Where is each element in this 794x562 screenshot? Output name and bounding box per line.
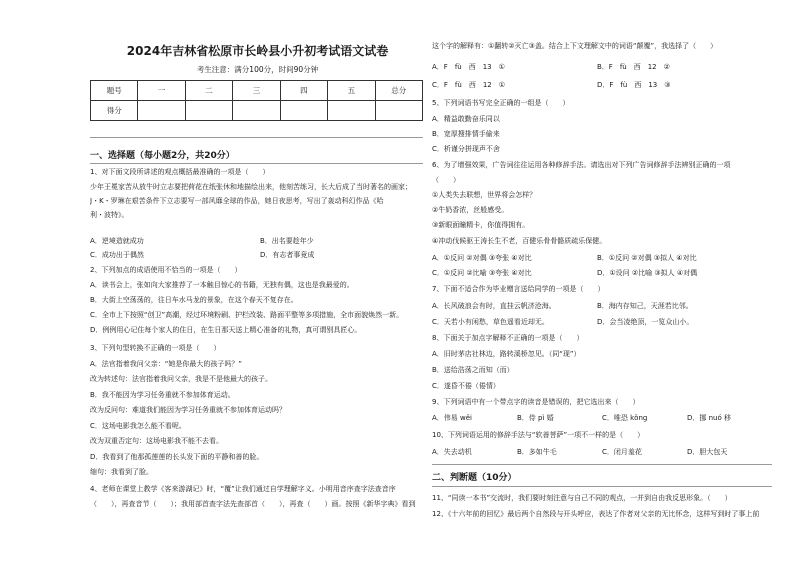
score-table	[90, 80, 423, 121]
score-table-score-row	[91, 101, 423, 121]
section-heading: 二、判断题（10分）	[432, 473, 517, 483]
question-stem: 12、《十六年前的回忆》最后两个自然段与开头呼应，表达了作者对父亲的无比怀念，这样写到时了事上前	[432, 510, 760, 518]
question-stem: 2、下列加点的成语使用不恰当的一项是（ ）	[90, 266, 242, 274]
question-stem: 4、老师在课堂上教学《客来游湖记》时，“覆”让我们通过自学理解字义。小明用音序查字法查音序	[90, 485, 396, 493]
option-detail: 改为转述句：法官指着我问父亲，我是不是他最大的孩子。	[90, 375, 272, 383]
question-item: ③新眼面瞳精卡，你值得拥有。	[432, 221, 530, 229]
answer-option[interactable]: D．会当凌绝顶，一览众山小。	[597, 318, 694, 326]
answer-option[interactable]: D．①设问 ②比喻 ③拟人 ④对偶	[597, 269, 698, 277]
score-table-header-row	[91, 81, 423, 101]
answer-option[interactable]: D．挪 nuó 移	[687, 414, 731, 422]
question-stem: 5、下列词语书写完全正确的一组是（ ）	[432, 99, 570, 107]
score-cell: 题号	[91, 81, 138, 101]
question-stem: 3、下列句型转换不正确的一项是（ ）	[90, 344, 221, 352]
score-cell: 一	[138, 81, 185, 101]
question-item: ②牛奶香浓，丝般感受。	[432, 206, 509, 214]
answer-option[interactable]: D．例例用心记住每个家人的住日，在生日那天送上精心准备的礼物，真可谓别具匠心。	[90, 326, 362, 334]
answer-option[interactable]: C．析谨分拼现声不舍	[432, 145, 500, 153]
answer-option[interactable]: C．唯恐 kǒng	[602, 414, 648, 422]
answer-option[interactable]: D．我看到了他那孤莲莲的长头发下面的平静和善的脸。	[90, 453, 264, 461]
question-stem: （ ），再查音节（ ）；我用部首查字法先查部首（ ），再查（ ）画。按照《新华字典》看到	[90, 500, 416, 508]
question-stem: 10、下列词语运用的修辞手法与“软善菩萨”一项不一样的是（ ）	[432, 431, 645, 439]
answer-option[interactable]: C．①反问 ②比喻 ③夸张 ④对比	[432, 269, 532, 277]
score-input-cell[interactable]	[138, 101, 185, 121]
question-passage: 少年王冕家苦从放牛时立志要把荷花在纸张休和地描绘出来，他刻苦练习，长大后成了当时著名的画家；	[90, 183, 412, 191]
answer-option[interactable]: D．有志者事竟成	[260, 251, 315, 259]
option-detail: 缩句：我看到了脸。	[90, 468, 153, 476]
page-title: 2024年吉林省松原市长岭县小升初考试语文试卷	[126, 44, 389, 58]
answer-option[interactable]: A．法官指着我问父亲：“她是你最大的孩子吗？”	[90, 360, 243, 368]
section-heading: 一、选择题（每小题2分，共20分）	[90, 151, 235, 161]
answer-option[interactable]: C．这场电影我怎么能不看呢。	[90, 422, 186, 430]
answer-option[interactable]: C．遂昏不倦（倦情）	[432, 382, 500, 390]
answer-option[interactable]: C．全市上下按照“创卫”高潮，经过环境粉刷、护栏改装、路面平整等多项措施，全市面貌焕然一新。	[90, 311, 404, 319]
answer-option[interactable]: A．旧时茅店社林边，路转溪桥忽见。（同“现”）	[432, 350, 581, 358]
answer-option[interactable]: A．伟易 wěi	[432, 414, 472, 422]
answer-option[interactable]: A．读书会上，张如向大家推荐了一本触目惊心的书籍，无独有偶，这也是我最爱的。	[90, 281, 354, 289]
answer-option[interactable]: B．宽厚搜排情手偷来	[432, 130, 500, 138]
question-stem: 7、下面不适合作为毕业赠言送给同学的一项是（ ）	[432, 285, 605, 293]
question-passage: 利・波特》。	[90, 211, 129, 219]
answer-option[interactable]: C．天若小有闲愁，草色遥看近却无。	[432, 318, 549, 326]
answer-option[interactable]: A．F fù 西 13 ①	[432, 63, 505, 71]
score-input-cell[interactable]	[328, 101, 375, 121]
question-stem: 8、下面关于加点字解释不正确的一项是（ ）	[432, 334, 584, 342]
section-divider	[432, 486, 772, 487]
exam-notice: 考生注意：满分100分，时间90分钟	[196, 65, 319, 74]
answer-option[interactable]: A．长风破浪会有时，直挂云帆济沧海。	[432, 302, 556, 310]
question-stem: 1、对下面文段所讲述的观点概括最准确的一项是（ ）	[90, 168, 270, 176]
score-cell: 得分	[91, 101, 138, 121]
score-cell: 三	[233, 81, 280, 101]
question-item: ④冲动伐候驱王涛长生不老，百健乐骨骨骼质疏乐保健。	[432, 237, 607, 245]
answer-option[interactable]: B．大街上空荡荡的，往日车水马龙的景象，在这个春天不复存在。	[90, 296, 298, 304]
section-divider	[90, 137, 423, 138]
answer-option[interactable]: D．胆大包天	[687, 448, 728, 456]
score-cell: 总分	[375, 81, 422, 101]
answer-option[interactable]: B．海内存知己，天涯若比邻。	[597, 302, 693, 310]
answer-option[interactable]: C．F fù 西 12 ①	[432, 81, 505, 89]
answer-option[interactable]: A．精益敢勤奋乐同以	[432, 115, 500, 123]
score-input-cell[interactable]	[233, 101, 280, 121]
option-detail: 改为反问句：难道我们能因为学习任务重就不参加体育运动吗？	[90, 406, 286, 414]
answer-option[interactable]: B．①反问 ②对偶 ③拟人 ④对比	[597, 254, 697, 262]
question-stem: 6、为了增强效果，广告词往往运用各种修辞手法。请选出对下列广告词修辞手法辨别正确的一项	[432, 161, 731, 169]
answer-option[interactable]: B．出名要趁年少	[260, 237, 314, 245]
answer-option[interactable]: B．我不能因为学习任务重就不参加体育运动。	[90, 391, 235, 399]
score-cell: 四	[280, 81, 327, 101]
answer-option[interactable]: B．侍 pì 婚	[517, 414, 554, 422]
score-cell: 五	[328, 81, 375, 101]
option-detail: 改为双重否定句：这场电影我不能不去看。	[90, 437, 223, 445]
section-divider	[432, 464, 772, 465]
answer-option[interactable]: B．多如牛毛	[517, 448, 557, 456]
answer-option[interactable]: A．失去动机	[432, 448, 472, 456]
question-passage: J・K・罗琳在艰苦条件下立志要写一部风靡全球的作品，她日夜思考，写出了轰动科幻作品《哈	[90, 197, 384, 205]
answer-option[interactable]: B．F fù 西 12 ②	[597, 63, 670, 71]
answer-option[interactable]: A．逆境造就成功	[90, 237, 144, 245]
answer-option[interactable]: A．①反问 ②对偶 ③夸张 ④对比	[432, 254, 532, 262]
answer-option[interactable]: C．成功出于偶然	[90, 251, 144, 259]
section-divider	[90, 163, 423, 164]
question-stem: 9、下列词语中有一个带点字的读音是错误的，把它选出来（ ）	[432, 398, 640, 406]
answer-option[interactable]: B．送给浩荡之而知（而）	[432, 366, 514, 374]
score-input-cell[interactable]	[280, 101, 327, 121]
question-stem: （ ）	[432, 176, 460, 184]
answer-option[interactable]: D．F fù 西 13 ③	[597, 81, 671, 89]
score-input-cell[interactable]	[375, 101, 422, 121]
score-input-cell[interactable]	[185, 101, 232, 121]
question-continuation: 这个字的解释有：①翻转②灭亡③盖。结合上下文理解文中的词语“颠覆”，我选择了（ ）	[432, 42, 718, 50]
question-item: ①人类失去联想，世界将会怎样？	[432, 191, 537, 199]
question-stem: 11、“同读一本书”交流时，我们要时刻注意与自己不同的观点，一并到自由我反思形象。（ ）	[432, 494, 732, 502]
answer-option[interactable]: C．闭月羞花	[602, 448, 642, 456]
score-cell: 二	[185, 81, 232, 101]
